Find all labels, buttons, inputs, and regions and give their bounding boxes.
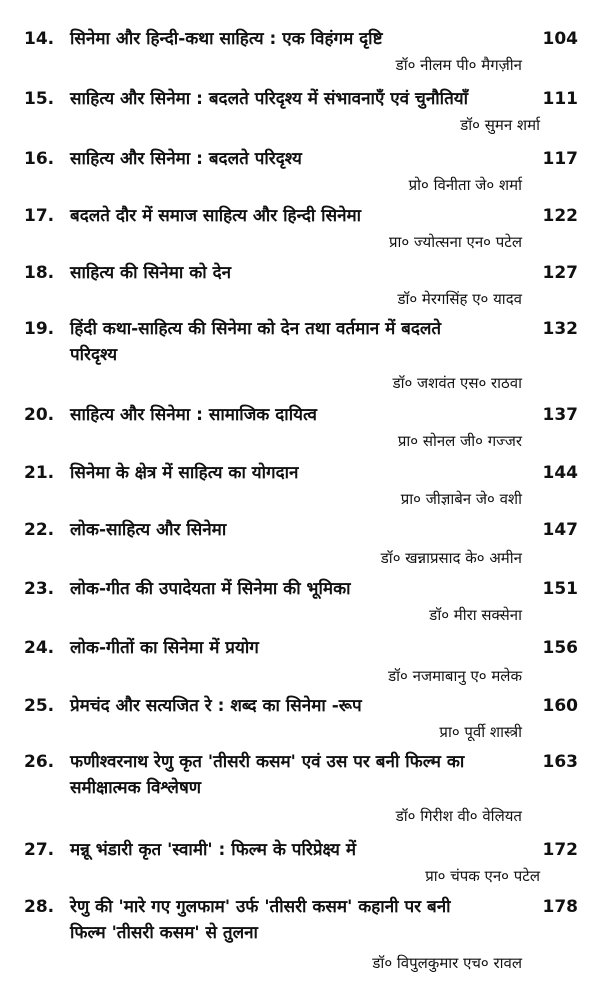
entry-author: डॉ० गिरीश वी० वेलियत [395, 807, 522, 825]
entry-number: 17. [24, 206, 55, 226]
entry-number: 18. [24, 263, 55, 283]
entry-author: डॉ० मेरगसिंह ए० यादव [397, 290, 522, 308]
entry-page-number: 147 [542, 520, 578, 540]
entry-number: 28. [24, 897, 55, 917]
entry-number: 20. [24, 405, 55, 425]
entry-number: 24. [24, 638, 55, 658]
entry-page-number: 104 [542, 29, 578, 49]
entry-author: डॉ० नजमाबानु ए० मलेक [388, 667, 522, 685]
entry-title: साहित्य और सिनेमा : बदलते परिदृश्य में संभावनाएँ एवं चुनौतियाँ [70, 89, 469, 109]
entry-author: प्रा० पूर्वी शास्त्री [439, 723, 522, 741]
entry-number: 14. [24, 29, 55, 49]
entry-number: 21. [24, 463, 55, 483]
entry-title: लोक-गीत की उपादेयता में सिनेमा की भूमिका [70, 579, 351, 599]
entry-number: 26. [24, 752, 55, 772]
entry-title: साहित्य और सिनेमा : सामाजिक दायित्व [70, 405, 317, 425]
entry-title: मन्नू भंडारी कृत 'स्वामी' : फिल्म के परिप्रेक्ष्य में [70, 840, 356, 860]
entry-page-number: 127 [542, 263, 578, 283]
entry-title: सिनेमा के क्षेत्र में साहित्य का योगदान [70, 463, 299, 483]
entry-title: फणीश्वरनाथ रेणु कृत 'तीसरी कसम' एवं उस पर बनी फिल्म का समीक्षात्मक विश्लेषण [70, 752, 465, 798]
entry-author: प्रा० जीज्ञाबेन जे० वशी [400, 490, 522, 508]
entry-author: डॉ० नीलम पी० मैगज़ीन [395, 56, 522, 74]
entry-title: हिंदी कथा-साहित्य की सिनेमा को देन तथा वर्तमान में बदलते परिदृश्य [70, 319, 442, 365]
entry-page-number: 163 [542, 752, 578, 772]
entry-number: 25. [24, 696, 55, 716]
entry-author: डॉ० खन्नाप्रसाद के० अमीन [380, 549, 522, 567]
entry-title: बदलते दौर में समाज साहित्य और हिन्दी सिनेमा [70, 206, 362, 226]
entry-title: लोक-गीतों का सिनेमा में प्रयोग [70, 638, 259, 658]
entry-page-number: 137 [542, 405, 578, 425]
entry-title: सिनेमा और हिन्दी-कथा साहित्य : एक विहंगम दृष्टि [70, 29, 383, 49]
entry-title: साहित्य और सिनेमा : बदलते परिदृश्य [70, 149, 302, 169]
entry-page-number: 122 [542, 206, 578, 226]
entry-number: 19. [24, 319, 55, 339]
entry-number: 23. [24, 579, 55, 599]
entry-page-number: 172 [542, 840, 578, 860]
entry-number: 15. [24, 89, 55, 109]
entry-author: प्रा० सोनल जी० गज्जर [397, 432, 522, 450]
entry-author: प्रो० विनीता जे० शर्मा [408, 176, 522, 194]
entry-author: डॉ० विपुलकुमार एच० रावल [372, 954, 522, 972]
entry-author: डॉ० सुमन शर्मा [460, 116, 540, 134]
entry-number: 27. [24, 840, 55, 860]
entry-author: डॉ० मीरा सक्सेना [429, 606, 522, 624]
entry-page-number: 151 [542, 579, 578, 599]
entry-title: रेणु की 'मारे गए गुलफाम' उर्फ 'तीसरी कसम' कहानी पर बनी फिल्म 'तीसरी कसम' से तुलना [70, 897, 451, 943]
entry-author: प्रा० ज्योत्सना एन० पटेल [388, 233, 522, 251]
entry-page-number: 117 [542, 149, 578, 169]
entry-page-number: 111 [542, 89, 578, 109]
entry-page-number: 144 [542, 463, 578, 483]
entry-page-number: 132 [542, 319, 578, 339]
entry-author: डॉ० जशवंत एस० राठवा [392, 374, 522, 392]
entry-page-number: 160 [542, 696, 578, 716]
entry-author: प्रा० चंपक एन० पटेल [425, 867, 540, 885]
entry-title: लोक-साहित्य और सिनेमा [70, 520, 227, 540]
entry-page-number: 156 [542, 638, 578, 658]
entry-title: साहित्य की सिनेमा को देन [70, 263, 232, 283]
entry-number: 22. [24, 520, 55, 540]
entry-title: प्रेमचंद और सत्यजित रे : शब्द का सिनेमा -रूप [70, 696, 362, 716]
entry-number: 16. [24, 149, 55, 169]
entry-page-number: 178 [542, 897, 578, 917]
